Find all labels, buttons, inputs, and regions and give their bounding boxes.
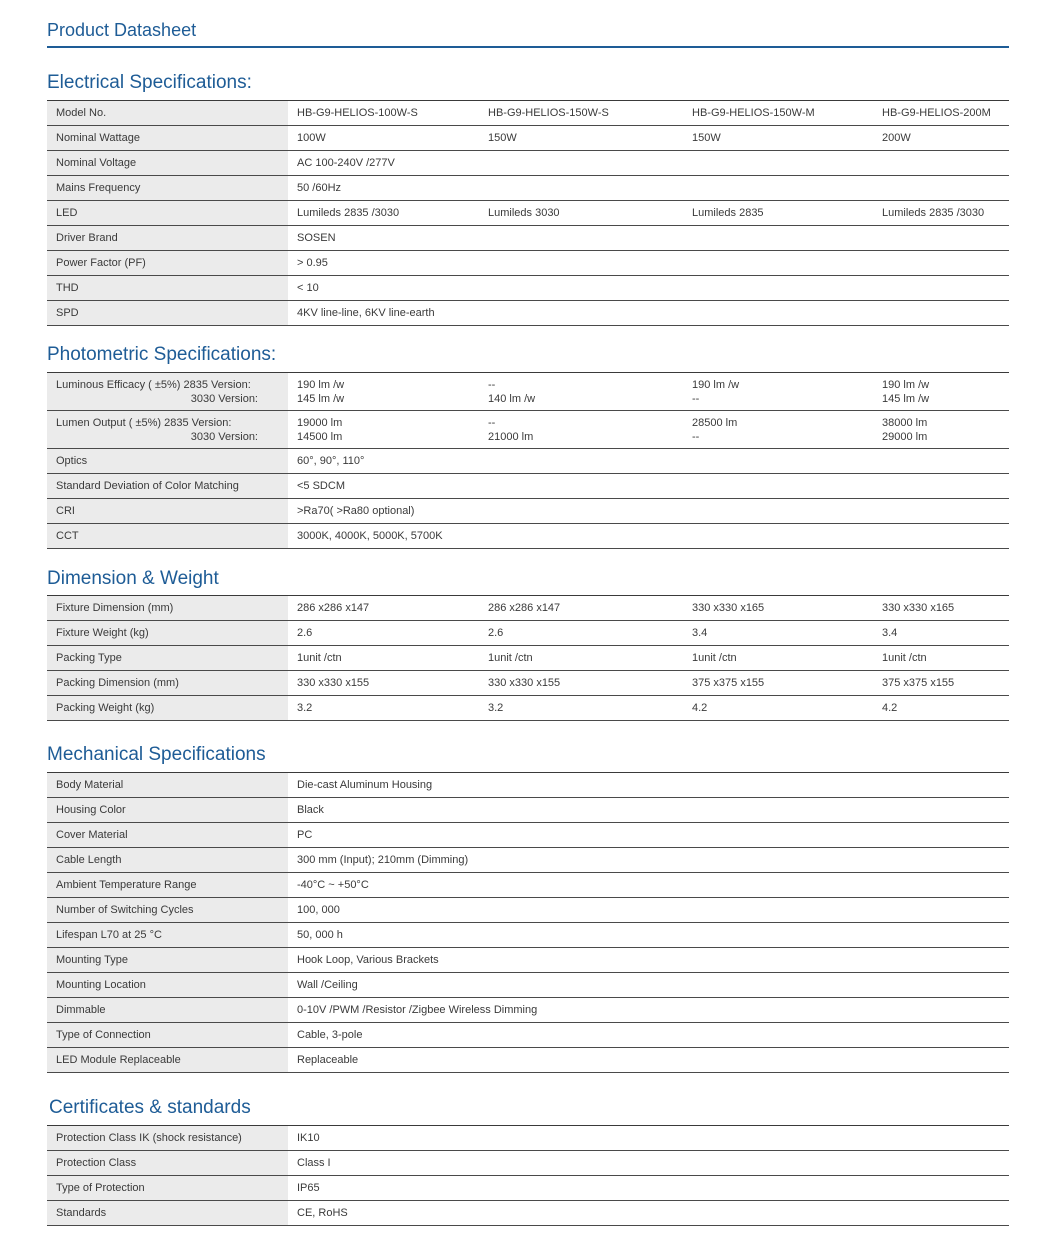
cell: 100, 000 (288, 898, 1009, 923)
cell: 0-10V /PWM /Resistor /Zigbee Wireless Dimming (288, 998, 1009, 1023)
cell: 1unit /ctn (873, 646, 1009, 671)
cell: 3.4 (873, 621, 1009, 646)
cell (873, 226, 1009, 251)
dimension-table (47, 595, 1009, 721)
cell: HB-G9-HELIOS-100W-S (288, 101, 479, 126)
table-row (47, 101, 1009, 126)
section-heading: Dimension & Weight (47, 568, 219, 589)
cell: > 0.95 (288, 251, 479, 276)
table-row (47, 596, 1009, 621)
cell (683, 251, 873, 276)
cell: Replaceable (288, 1048, 1009, 1073)
row-label: LED (47, 201, 288, 226)
cell: 190 lm /w 145 lm /w (873, 373, 1009, 411)
row-label: LED Module Replaceable (47, 1048, 288, 1073)
table-row (47, 1201, 1009, 1226)
table-row (47, 1023, 1009, 1048)
cell: 150W (683, 126, 873, 151)
table-row (47, 948, 1009, 973)
cell: 330 x330 x155 (288, 671, 479, 696)
cell: -- 140 lm /w (479, 373, 683, 411)
table-row (47, 1176, 1009, 1201)
table-row (47, 201, 1009, 226)
table-row (47, 671, 1009, 696)
cell: 375 x375 x155 (873, 671, 1009, 696)
cell: 2.6 (288, 621, 479, 646)
cell: 330 x330 x165 (683, 596, 873, 621)
cell: Lumileds 2835 /3030 (288, 201, 479, 226)
cell: 190 lm /w -- (683, 373, 873, 411)
row-label: Standard Deviation of Color Matching (47, 474, 288, 499)
table-row (47, 798, 1009, 823)
cell (479, 151, 683, 176)
cell: 200W (873, 126, 1009, 151)
cell: 4KV line-line, 6KV line-earth (288, 301, 479, 326)
table-row (47, 1126, 1009, 1151)
row-label: CRI (47, 499, 288, 524)
table-row (47, 474, 1009, 499)
row-label: Standards (47, 1201, 288, 1226)
cell: 1unit /ctn (683, 646, 873, 671)
certificates-section (47, 1097, 1009, 1219)
table-row (47, 373, 1009, 411)
row-label: SPD (47, 301, 288, 326)
row-label: Protection Class IK (shock resistance) (47, 1126, 288, 1151)
row-label: THD (47, 276, 288, 301)
cell: 28500 lm -- (683, 411, 873, 449)
cell (683, 151, 873, 176)
cell: 1unit /ctn (479, 646, 683, 671)
cell (683, 276, 873, 301)
cell: Cable, 3-pole (288, 1023, 1009, 1048)
section-heading: Electrical Specifications: (47, 72, 252, 93)
cell: Die-cast Aluminum Housing (288, 773, 1009, 798)
cell (683, 301, 873, 326)
table-row (47, 848, 1009, 873)
row-label: Type of Protection (47, 1176, 288, 1201)
table-row (47, 823, 1009, 848)
cell (873, 301, 1009, 326)
cell: 3000K, 4000K, 5000K, 5700K (288, 524, 1009, 549)
cell: 4.2 (873, 696, 1009, 721)
cell: 190 lm /w 145 lm /w (288, 373, 479, 411)
cell: 1unit /ctn (288, 646, 479, 671)
cell (873, 151, 1009, 176)
table-row (47, 1151, 1009, 1176)
row-label: Type of Connection (47, 1023, 288, 1048)
table-row (47, 1048, 1009, 1073)
row-label: Dimmable (47, 998, 288, 1023)
table-row (47, 276, 1009, 301)
page-title: Product Datasheet (47, 20, 197, 40)
row-label: Mains Frequency (47, 176, 288, 201)
cell: 3.2 (288, 696, 479, 721)
row-label: Lumen Output ( ±5%) 2835 Version: 3030 Version: (47, 411, 288, 449)
table-row (47, 646, 1009, 671)
table-row (47, 411, 1009, 449)
cell: 286 x286 x147 (479, 596, 683, 621)
section-heading: Certificates & standards (49, 1097, 251, 1118)
cell: 50, 000 h (288, 923, 1009, 948)
row-label: Power Factor (PF) (47, 251, 288, 276)
cell (873, 276, 1009, 301)
table-row (47, 226, 1009, 251)
row-label: Fixture Dimension (mm) (47, 596, 288, 621)
table-row (47, 696, 1009, 721)
cell: 19000 lm 14500 lm (288, 411, 479, 449)
cell: <5 SDCM (288, 474, 1009, 499)
photometric-table (47, 372, 1009, 549)
cell: AC 100-240V /277V (288, 151, 479, 176)
cell: CE, RoHS (288, 1201, 1009, 1226)
mechanical-section (47, 744, 1009, 1066)
cell: HB-G9-HELIOS-150W-M (683, 101, 873, 126)
cell (683, 176, 873, 201)
row-label: Lifespan L70 at 25 °C (47, 923, 288, 948)
cell (479, 276, 683, 301)
cell: 2.6 (479, 621, 683, 646)
cell (479, 226, 683, 251)
row-label: Packing Weight (kg) (47, 696, 288, 721)
cell: 375 x375 x155 (683, 671, 873, 696)
table-row (47, 449, 1009, 474)
cell: IP65 (288, 1176, 1009, 1201)
cell: 3.2 (479, 696, 683, 721)
cell: Black (288, 798, 1009, 823)
cell (479, 301, 683, 326)
cell (873, 176, 1009, 201)
table-row (47, 621, 1009, 646)
cell: Lumileds 3030 (479, 201, 683, 226)
cell: IK10 (288, 1126, 1009, 1151)
row-label: Model No. (47, 101, 288, 126)
cell: 286 x286 x147 (288, 596, 479, 621)
cell: 3.4 (683, 621, 873, 646)
table-row (47, 773, 1009, 798)
cell: 4.2 (683, 696, 873, 721)
electrical-section (47, 72, 1009, 319)
cell (873, 251, 1009, 276)
row-label: Packing Type (47, 646, 288, 671)
row-label: Optics (47, 449, 288, 474)
cell: 50 /60Hz (288, 176, 479, 201)
cell: 60°, 90°, 110° (288, 449, 1009, 474)
row-label: Luminous Efficacy ( ±5%) 2835 Version: 3030 Version: (47, 373, 288, 411)
electrical-table (47, 100, 1009, 326)
table-row (47, 151, 1009, 176)
row-label: Nominal Wattage (47, 126, 288, 151)
section-heading: Photometric Specifications: (47, 344, 277, 365)
row-label: CCT (47, 524, 288, 549)
cell: SOSEN (288, 226, 479, 251)
table-row (47, 998, 1009, 1023)
row-label: Mounting Type (47, 948, 288, 973)
cell: Class I (288, 1151, 1009, 1176)
cell: 38000 lm 29000 lm (873, 411, 1009, 449)
cell: -40°C ~ +50°C (288, 873, 1009, 898)
section-heading: Mechanical Specifications (47, 744, 266, 765)
table-row (47, 126, 1009, 151)
table-row (47, 499, 1009, 524)
certificates-table (47, 1125, 1009, 1226)
table-row (47, 873, 1009, 898)
row-label: Driver Brand (47, 226, 288, 251)
cell: 100W (288, 126, 479, 151)
cell: 330 x330 x155 (479, 671, 683, 696)
cell: Lumileds 2835 (683, 201, 873, 226)
cell: Lumileds 2835 /3030 (873, 201, 1009, 226)
cell: >Ra70( >Ra80 optional) (288, 499, 1009, 524)
row-label: Packing Dimension (mm) (47, 671, 288, 696)
cell (683, 226, 873, 251)
cell: HB-G9-HELIOS-150W-S (479, 101, 683, 126)
cell: HB-G9-HELIOS-200M (873, 101, 1009, 126)
photometric-section (47, 344, 1009, 542)
cell (479, 251, 683, 276)
cell: 150W (479, 126, 683, 151)
row-label: Mounting Location (47, 973, 288, 998)
table-row (47, 898, 1009, 923)
row-label: Body Material (47, 773, 288, 798)
datasheet-header (47, 18, 1009, 48)
cell: 300 mm (Input); 210mm (Dimming) (288, 848, 1009, 873)
mechanical-table (47, 772, 1009, 1073)
row-label: Number of Switching Cycles (47, 898, 288, 923)
row-label: Ambient Temperature Range (47, 873, 288, 898)
dimension-section (47, 568, 1009, 714)
cell: -- 21000 lm (479, 411, 683, 449)
table-row (47, 923, 1009, 948)
cell: < 10 (288, 276, 479, 301)
row-label: Protection Class (47, 1151, 288, 1176)
row-label: Nominal Voltage (47, 151, 288, 176)
table-row (47, 176, 1009, 201)
row-label: Fixture Weight (kg) (47, 621, 288, 646)
table-row (47, 251, 1009, 276)
row-label: Housing Color (47, 798, 288, 823)
row-label: Cover Material (47, 823, 288, 848)
cell: Wall /Ceiling (288, 973, 1009, 998)
table-row (47, 524, 1009, 549)
cell (479, 176, 683, 201)
cell: PC (288, 823, 1009, 848)
row-label: Cable Length (47, 848, 288, 873)
cell: 330 x330 x165 (873, 596, 1009, 621)
table-row (47, 301, 1009, 326)
table-row (47, 973, 1009, 998)
cell: Hook Loop, Various Brackets (288, 948, 1009, 973)
